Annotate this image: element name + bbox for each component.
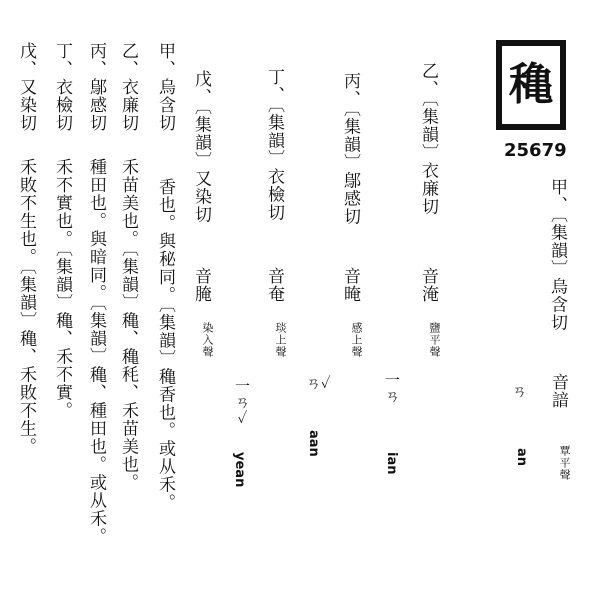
- entry-bing-tone: [346, 322, 366, 358]
- entry-source: 〔集韻〕: [340, 108, 360, 172]
- headword-character: 穐: [509, 59, 553, 110]
- entry-tone: 覃平聲: [558, 445, 571, 481]
- entry-yi-zhuyin: 一ㄢ: [383, 372, 401, 404]
- entry-jia-zhuyin: ㄢ: [512, 382, 528, 400]
- entry-label: 丁、: [264, 68, 284, 104]
- entry-fanqie: 鄔感切: [340, 171, 360, 226]
- entry-rhyme: 音腌: [191, 267, 211, 303]
- entry-tone: 感上聲: [350, 322, 363, 358]
- definition-yi-text: [118, 158, 138, 492]
- entry-ding-rhyme: [264, 267, 284, 303]
- entry-wu-rhyme: [191, 267, 211, 303]
- definition-label: 甲、: [155, 42, 175, 78]
- entry-ding-zhuyin: 一ㄢ✓: [233, 378, 251, 426]
- definition-wu-text: [16, 158, 36, 456]
- entry-jia-pinyin: an: [514, 448, 529, 467]
- entry-yi-rhyme: [418, 267, 438, 303]
- definition-label: 乙、: [118, 42, 138, 78]
- entry-source: 〔集韻〕: [418, 98, 438, 162]
- definition-wu: [16, 42, 36, 132]
- entry-tone: 染入聲: [201, 322, 214, 358]
- definition-text: 禾敗不生也。〔集韻〕穐、禾敗不生。: [16, 158, 36, 456]
- entry-fanqie: 衣檢切: [264, 167, 284, 222]
- entry-yi: [418, 62, 438, 216]
- definition-text: 種田也。與暗同。〔集韻〕穐、種田也。或从禾。: [86, 158, 106, 546]
- entry-ding-tone: [270, 322, 290, 358]
- definition-fanqie: 衣檢切: [52, 78, 72, 132]
- entry-ding-pinyin: yean: [232, 452, 247, 488]
- entry-bing: [340, 72, 360, 226]
- definition-label: 丁、: [52, 42, 72, 78]
- entry-yi-tone: [424, 322, 444, 358]
- entry-label: 甲、: [547, 178, 567, 214]
- entry-jia: [547, 178, 567, 332]
- entry-jia-rhyme: [548, 373, 568, 409]
- entry-rhyme: 音奄: [264, 267, 284, 303]
- entry-label: 戊、: [191, 70, 211, 106]
- definition-label: 丙、: [86, 42, 106, 78]
- entry-jia-tone: [554, 445, 574, 481]
- entry-bing-zhuyin: ㄢ✓: [306, 374, 331, 392]
- entry-fanqie: 烏含切: [547, 277, 567, 332]
- entry-rhyme: 音諳: [548, 373, 568, 409]
- entry-source: 〔集韻〕: [191, 106, 211, 170]
- entry-fanqie: 衣廉切: [418, 161, 438, 216]
- entry-label: 丙、: [340, 72, 360, 108]
- definition-ding: [52, 42, 72, 132]
- definition-jia-text: [155, 178, 175, 512]
- entry-wu-tone: [197, 322, 217, 358]
- entry-bing-pinyin: aan: [306, 430, 321, 457]
- definition-bing: [86, 42, 106, 132]
- definition-bing-text: [86, 158, 106, 546]
- entry-tone: 琰上聲: [274, 322, 287, 358]
- entry-source: 〔集韻〕: [547, 214, 567, 278]
- definition-text: 禾不實也。〔集韻〕穐、禾不實。: [52, 158, 72, 420]
- definition-fanqie: 烏含切: [155, 78, 175, 132]
- entry-label: 乙、: [418, 62, 438, 98]
- entry-bing-rhyme: [340, 267, 360, 303]
- entry-ding: [264, 68, 284, 222]
- entry-tone: 鹽平聲: [428, 322, 441, 358]
- definition-label: 戊、: [16, 42, 36, 78]
- definition-fanqie: 又染切: [16, 78, 36, 132]
- definition-ding-text: [52, 158, 72, 420]
- headword-code: 25679: [504, 140, 567, 161]
- entry-rhyme: 音淹: [418, 267, 438, 303]
- definition-text: 香也。與秘同。〔集韻〕穐香也。或从禾。: [155, 178, 175, 512]
- entry-yi-pinyin: ian: [384, 452, 399, 475]
- entry-fanqie: 又染切: [191, 169, 211, 224]
- definition-fanqie: 鄔感切: [86, 78, 106, 132]
- definition-text: 禾苗美也。〔集韻〕穐、穐秏、禾苗美也。: [118, 158, 138, 492]
- definition-yi: [118, 42, 138, 132]
- headword-box: [496, 40, 566, 130]
- entry-source: 〔集韻〕: [264, 104, 284, 168]
- definition-jia: [155, 42, 175, 132]
- definition-fanqie: 衣廉切: [118, 78, 138, 132]
- entry-wu: [191, 70, 211, 224]
- entry-rhyme: 音晻: [340, 267, 360, 303]
